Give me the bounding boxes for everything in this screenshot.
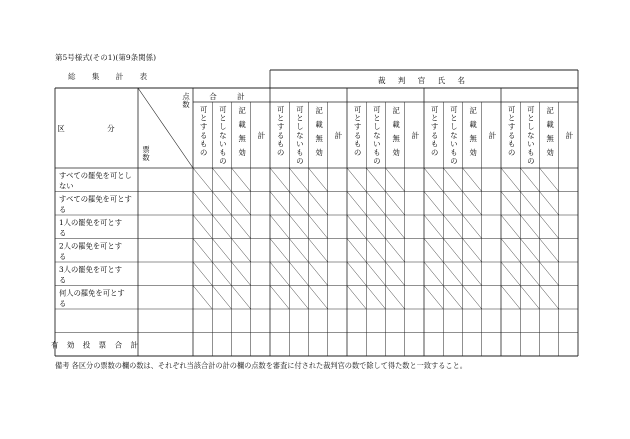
svg-text:効: 効 bbox=[238, 148, 246, 157]
empty-cell-slash bbox=[520, 168, 539, 192]
empty-cell-slash bbox=[540, 286, 559, 310]
empty-cell-slash bbox=[289, 168, 308, 192]
svg-text:記: 記 bbox=[546, 106, 554, 115]
svg-text:可: 可 bbox=[450, 105, 458, 114]
empty-cell-slash bbox=[193, 239, 212, 263]
empty-cell-slash bbox=[540, 168, 559, 192]
row-label: る bbox=[59, 299, 67, 308]
svg-text:と: と bbox=[353, 113, 362, 123]
sub-column-label-invalid bbox=[238, 106, 246, 157]
empty-cell-slash bbox=[309, 286, 328, 310]
sub-column-label bbox=[373, 105, 380, 166]
svg-text:す: す bbox=[199, 122, 208, 132]
empty-cell-slash bbox=[424, 215, 443, 239]
svg-text:点: 点 bbox=[182, 92, 190, 101]
empty-cell-slash bbox=[366, 215, 385, 239]
svg-text:可: 可 bbox=[353, 105, 362, 114]
sub-column-label-invalid bbox=[392, 106, 400, 157]
row-label: すべての罷免を可とす bbox=[59, 194, 132, 204]
empty-cell-slash bbox=[347, 215, 366, 239]
svg-text:す: す bbox=[276, 122, 285, 132]
svg-text:も: も bbox=[276, 139, 285, 149]
svg-text:数: 数 bbox=[182, 100, 190, 109]
empty-cell-slash bbox=[289, 239, 308, 263]
empty-cell-slash bbox=[501, 168, 520, 192]
row-label: る bbox=[59, 275, 67, 285]
svg-text:る: る bbox=[353, 130, 362, 140]
empty-cell-slash bbox=[270, 239, 289, 263]
svg-text:し: し bbox=[219, 122, 227, 132]
empty-cell-slash bbox=[193, 286, 212, 310]
row-label: 何人の罷免を可とす bbox=[59, 288, 125, 298]
svg-text:記: 記 bbox=[315, 106, 323, 115]
empty-cell-slash bbox=[520, 239, 539, 263]
remarks-note: 備考 各区分の票数の欄の数は、それぞれ当該合計の計の欄の点数を審査に付された裁判官の数で除して得た数と一致すること。 bbox=[55, 361, 467, 370]
empty-cell-slash bbox=[501, 262, 520, 286]
svg-text:る: る bbox=[276, 130, 285, 140]
svg-text:も: も bbox=[199, 139, 208, 149]
empty-cell-slash bbox=[270, 286, 289, 310]
empty-cell-slash bbox=[193, 168, 212, 192]
row-label: 3人の罷免を可とす bbox=[59, 265, 123, 274]
svg-text:す: す bbox=[507, 122, 516, 132]
empty-cell-slash bbox=[289, 215, 308, 239]
empty-cell-slash bbox=[424, 168, 443, 192]
sub-column-label bbox=[354, 105, 361, 157]
empty-cell-slash bbox=[386, 286, 405, 310]
svg-text:数: 数 bbox=[142, 153, 150, 162]
empty-cell-slash bbox=[443, 168, 462, 192]
row-label: すべての罷免を可とし bbox=[59, 171, 132, 180]
total-header: 合 計 bbox=[209, 92, 254, 101]
empty-cell-slash bbox=[540, 239, 559, 263]
svg-text:の: の bbox=[450, 156, 458, 166]
empty-cell-slash bbox=[309, 215, 328, 239]
svg-text:と: と bbox=[199, 113, 208, 123]
empty-cell-slash bbox=[232, 168, 251, 192]
svg-text:無: 無 bbox=[392, 134, 400, 143]
sub-column-label bbox=[527, 105, 534, 166]
empty-cell-slash bbox=[463, 192, 482, 216]
empty-cell-slash bbox=[232, 215, 251, 239]
row-label: 1人の罷免を可とす bbox=[59, 218, 123, 227]
empty-cell-slash bbox=[212, 286, 231, 310]
empty-cell-slash bbox=[289, 262, 308, 286]
sub-column-label bbox=[450, 105, 457, 166]
svg-text:載: 載 bbox=[315, 120, 323, 129]
empty-cell-slash bbox=[193, 192, 212, 216]
empty-cell-slash bbox=[443, 215, 462, 239]
svg-text:の: の bbox=[296, 156, 304, 166]
svg-text:し: し bbox=[450, 122, 458, 132]
sub-column-label bbox=[296, 105, 303, 166]
svg-text:可: 可 bbox=[199, 105, 208, 114]
svg-text:も: も bbox=[507, 139, 516, 149]
empty-cell-slash bbox=[386, 239, 405, 263]
svg-text:す: す bbox=[430, 122, 439, 132]
svg-text:効: 効 bbox=[315, 148, 323, 157]
svg-text:も: も bbox=[450, 148, 458, 157]
empty-cell-slash bbox=[232, 286, 251, 310]
valid-total-label: 有 効 投 票 合 計 bbox=[51, 340, 141, 350]
svg-text:無: 無 bbox=[469, 134, 477, 143]
row-label: る bbox=[59, 252, 67, 261]
svg-text:無: 無 bbox=[546, 134, 554, 143]
empty-cell-slash bbox=[443, 286, 462, 310]
svg-text:な: な bbox=[373, 130, 381, 140]
svg-text:可: 可 bbox=[430, 105, 439, 114]
empty-cell-slash bbox=[212, 239, 231, 263]
empty-cell-slash bbox=[347, 262, 366, 286]
empty-cell-slash bbox=[520, 215, 539, 239]
svg-text:無: 無 bbox=[238, 134, 246, 143]
empty-cell-slash bbox=[386, 168, 405, 192]
sub-column-label bbox=[431, 105, 438, 157]
empty-cell-slash bbox=[347, 239, 366, 263]
svg-text:の: の bbox=[353, 148, 362, 157]
empty-cell-slash bbox=[212, 262, 231, 286]
empty-cell-slash bbox=[309, 168, 328, 192]
svg-text:も: も bbox=[373, 148, 381, 157]
svg-text:載: 載 bbox=[546, 120, 554, 129]
empty-cell-slash bbox=[366, 192, 385, 216]
svg-text:し: し bbox=[296, 122, 304, 132]
empty-cell-slash bbox=[463, 262, 482, 286]
svg-text:し: し bbox=[373, 122, 381, 132]
svg-text:い: い bbox=[450, 139, 458, 149]
sub-column-label-total: 計 bbox=[488, 131, 497, 140]
svg-text:載: 載 bbox=[238, 120, 246, 129]
svg-text:も: も bbox=[353, 139, 362, 149]
svg-text:も: も bbox=[527, 148, 535, 157]
empty-cell-slash bbox=[501, 286, 520, 310]
svg-text:し: し bbox=[527, 122, 535, 132]
sub-column-label bbox=[219, 105, 226, 166]
empty-cell-slash bbox=[366, 239, 385, 263]
points-header bbox=[182, 92, 190, 109]
empty-cell-slash bbox=[309, 192, 328, 216]
row-label: る bbox=[59, 205, 67, 214]
empty-cell-slash bbox=[386, 215, 405, 239]
sub-column-label-invalid bbox=[469, 106, 477, 157]
svg-text:い: い bbox=[219, 139, 227, 149]
svg-text:票: 票 bbox=[142, 145, 150, 154]
svg-text:と: と bbox=[219, 113, 227, 123]
svg-text:無: 無 bbox=[315, 134, 323, 143]
svg-text:と: と bbox=[373, 113, 381, 123]
empty-cell-slash bbox=[232, 262, 251, 286]
empty-cell-slash bbox=[270, 192, 289, 216]
kubun-header: 区 分 bbox=[57, 124, 135, 133]
empty-cell-slash bbox=[540, 192, 559, 216]
svg-text:記: 記 bbox=[238, 106, 246, 115]
svg-text:な: な bbox=[450, 130, 458, 140]
svg-text:の: の bbox=[373, 156, 381, 166]
sub-column-label-invalid bbox=[315, 106, 323, 157]
sub-column-label-invalid bbox=[546, 106, 554, 157]
empty-cell-slash bbox=[520, 286, 539, 310]
svg-text:載: 載 bbox=[392, 120, 400, 129]
svg-text:す: す bbox=[353, 122, 362, 132]
sub-column-label bbox=[200, 105, 207, 157]
empty-cell-slash bbox=[270, 262, 289, 286]
svg-text:る: る bbox=[507, 130, 516, 140]
svg-text:い: い bbox=[296, 139, 304, 149]
svg-text:と: と bbox=[430, 113, 439, 123]
empty-cell-slash bbox=[366, 262, 385, 286]
empty-cell-slash bbox=[520, 192, 539, 216]
empty-cell-slash bbox=[289, 192, 308, 216]
svg-text:可: 可 bbox=[373, 105, 381, 114]
row-label: 2人の罷免を可とす bbox=[59, 241, 123, 251]
votes-header bbox=[142, 145, 150, 162]
empty-cell-slash bbox=[443, 192, 462, 216]
empty-cell-slash bbox=[520, 262, 539, 286]
empty-cell-slash bbox=[232, 239, 251, 263]
svg-text:と: と bbox=[450, 113, 458, 123]
svg-text:る: る bbox=[430, 130, 439, 140]
svg-text:な: な bbox=[296, 130, 304, 140]
empty-cell-slash bbox=[232, 192, 251, 216]
svg-text:効: 効 bbox=[469, 148, 477, 157]
empty-cell-slash bbox=[463, 286, 482, 310]
empty-cell-slash bbox=[193, 215, 212, 239]
svg-text:も: も bbox=[219, 148, 227, 157]
sub-column-label bbox=[277, 105, 284, 157]
sub-column-label-total: 計 bbox=[565, 131, 574, 140]
empty-cell-slash bbox=[366, 286, 385, 310]
svg-text:可: 可 bbox=[527, 105, 535, 114]
empty-cell-slash bbox=[540, 262, 559, 286]
svg-text:効: 効 bbox=[546, 148, 554, 157]
svg-text:い: い bbox=[373, 139, 381, 149]
svg-text:と: と bbox=[527, 113, 535, 123]
svg-text:可: 可 bbox=[276, 105, 285, 114]
svg-text:る: る bbox=[199, 130, 208, 140]
svg-text:と: と bbox=[507, 113, 516, 123]
empty-cell-slash bbox=[212, 168, 231, 192]
sub-column-label bbox=[508, 105, 515, 157]
row-label: ない bbox=[59, 181, 74, 191]
empty-cell-slash bbox=[309, 239, 328, 263]
svg-text:の: の bbox=[507, 148, 516, 157]
empty-cell-slash bbox=[424, 262, 443, 286]
empty-cell-slash bbox=[501, 215, 520, 239]
empty-cell-slash bbox=[463, 239, 482, 263]
empty-cell-slash bbox=[424, 192, 443, 216]
empty-cell-slash bbox=[501, 192, 520, 216]
sub-column-label-total: 計 bbox=[257, 131, 266, 140]
svg-text:の: の bbox=[199, 148, 208, 157]
svg-text:の: の bbox=[430, 148, 439, 157]
empty-cell-slash bbox=[309, 262, 328, 286]
summary-table-title: 総 集 計 表 bbox=[68, 72, 155, 81]
empty-cell-slash bbox=[501, 239, 520, 263]
empty-cell-slash bbox=[366, 168, 385, 192]
svg-text:と: と bbox=[296, 113, 304, 123]
row-label: る bbox=[59, 228, 67, 238]
svg-text:効: 効 bbox=[392, 148, 400, 157]
svg-text:と: と bbox=[276, 113, 285, 123]
empty-cell-slash bbox=[347, 286, 366, 310]
svg-text:の: の bbox=[527, 156, 535, 166]
empty-cell-slash bbox=[212, 215, 231, 239]
empty-cell-slash bbox=[463, 168, 482, 192]
empty-cell-slash bbox=[347, 168, 366, 192]
sub-column-label-total: 計 bbox=[411, 131, 420, 140]
svg-text:な: な bbox=[219, 130, 227, 140]
svg-text:な: な bbox=[527, 130, 535, 140]
svg-text:可: 可 bbox=[219, 105, 227, 114]
svg-text:も: も bbox=[430, 139, 439, 149]
sub-column-label-total: 計 bbox=[334, 131, 343, 140]
empty-cell-slash bbox=[424, 286, 443, 310]
judge-name-header: 裁 判 官 氏 名 bbox=[377, 76, 471, 85]
empty-cell-slash bbox=[289, 286, 308, 310]
svg-text:い: い bbox=[527, 139, 535, 149]
form-title: 第5号様式(その1)(第9条関係) bbox=[55, 53, 157, 62]
svg-text:載: 載 bbox=[469, 120, 477, 129]
svg-text:記: 記 bbox=[392, 106, 400, 115]
empty-cell-slash bbox=[347, 192, 366, 216]
svg-text:の: の bbox=[219, 156, 227, 166]
svg-text:可: 可 bbox=[507, 105, 516, 114]
svg-text:の: の bbox=[276, 148, 285, 157]
empty-cell-slash bbox=[463, 215, 482, 239]
empty-cell-slash bbox=[193, 262, 212, 286]
svg-text:記: 記 bbox=[469, 106, 477, 115]
empty-cell-slash bbox=[270, 168, 289, 192]
empty-cell-slash bbox=[386, 262, 405, 286]
svg-text:も: も bbox=[296, 148, 304, 157]
empty-cell-slash bbox=[212, 192, 231, 216]
empty-cell-slash bbox=[443, 262, 462, 286]
svg-text:可: 可 bbox=[296, 105, 304, 114]
empty-cell-slash bbox=[386, 192, 405, 216]
empty-cell-slash bbox=[443, 239, 462, 263]
empty-cell-slash bbox=[540, 215, 559, 239]
empty-cell-slash bbox=[270, 215, 289, 239]
empty-cell-slash bbox=[424, 239, 443, 263]
